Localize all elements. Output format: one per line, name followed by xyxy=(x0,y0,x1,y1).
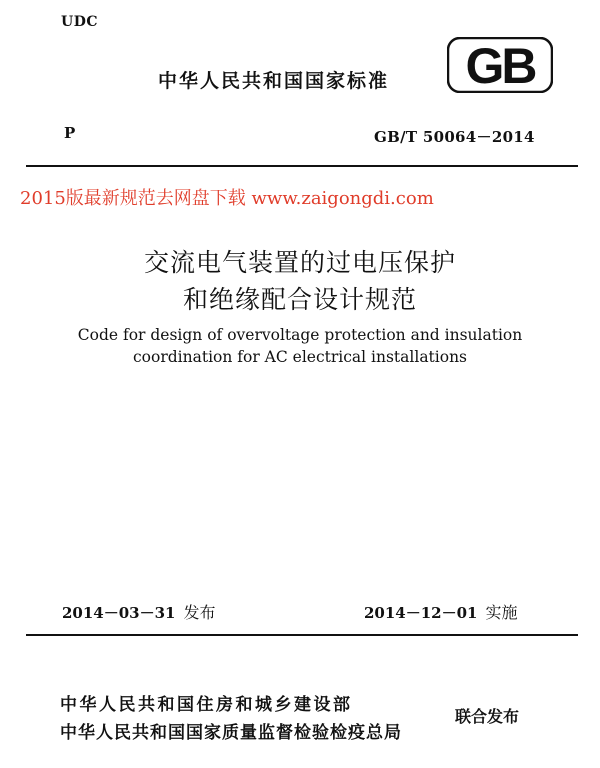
standard-code: GB/T 50064－2014 xyxy=(374,128,535,146)
gb-logo-icon xyxy=(447,37,553,93)
implement-date-block xyxy=(364,600,518,623)
category-letter: P xyxy=(64,124,76,142)
title-cn-line2: 和绝缘配合设计规范 xyxy=(182,285,417,314)
implement-date: 2014－12－01 xyxy=(364,604,478,622)
bottom-divider xyxy=(26,634,578,636)
issue-label: 发布 xyxy=(183,603,216,622)
issue-date-block xyxy=(62,600,216,623)
gb-logo xyxy=(447,37,553,93)
top-divider xyxy=(26,165,578,167)
watermark-link[interactable]: 2015版最新规范去网盘下载 www.zaigongdi.com xyxy=(20,188,434,209)
title-en-line2: coordination for AC electrical installations xyxy=(132,348,468,366)
issuer-ministry: 中华人民共和国住房和城乡建设部 xyxy=(60,695,353,715)
udc-label: UDC xyxy=(61,14,98,30)
issuer-aqsiq: 中华人民共和国国家质量监督检验检疫总局 xyxy=(60,723,402,743)
standard-type: 中华人民共和国国家标准 xyxy=(158,70,390,92)
joint-issue-label: 联合发布 xyxy=(455,707,520,726)
implement-label: 实施 xyxy=(485,603,518,622)
title-en-line1: Code for design of overvoltage protection and insulation xyxy=(77,326,523,344)
title-cn-line1: 交流电气装置的过电压保护 xyxy=(143,248,456,277)
gb-logo-text: GB xyxy=(465,38,535,93)
issue-date: 2014－03－31 xyxy=(62,604,176,622)
